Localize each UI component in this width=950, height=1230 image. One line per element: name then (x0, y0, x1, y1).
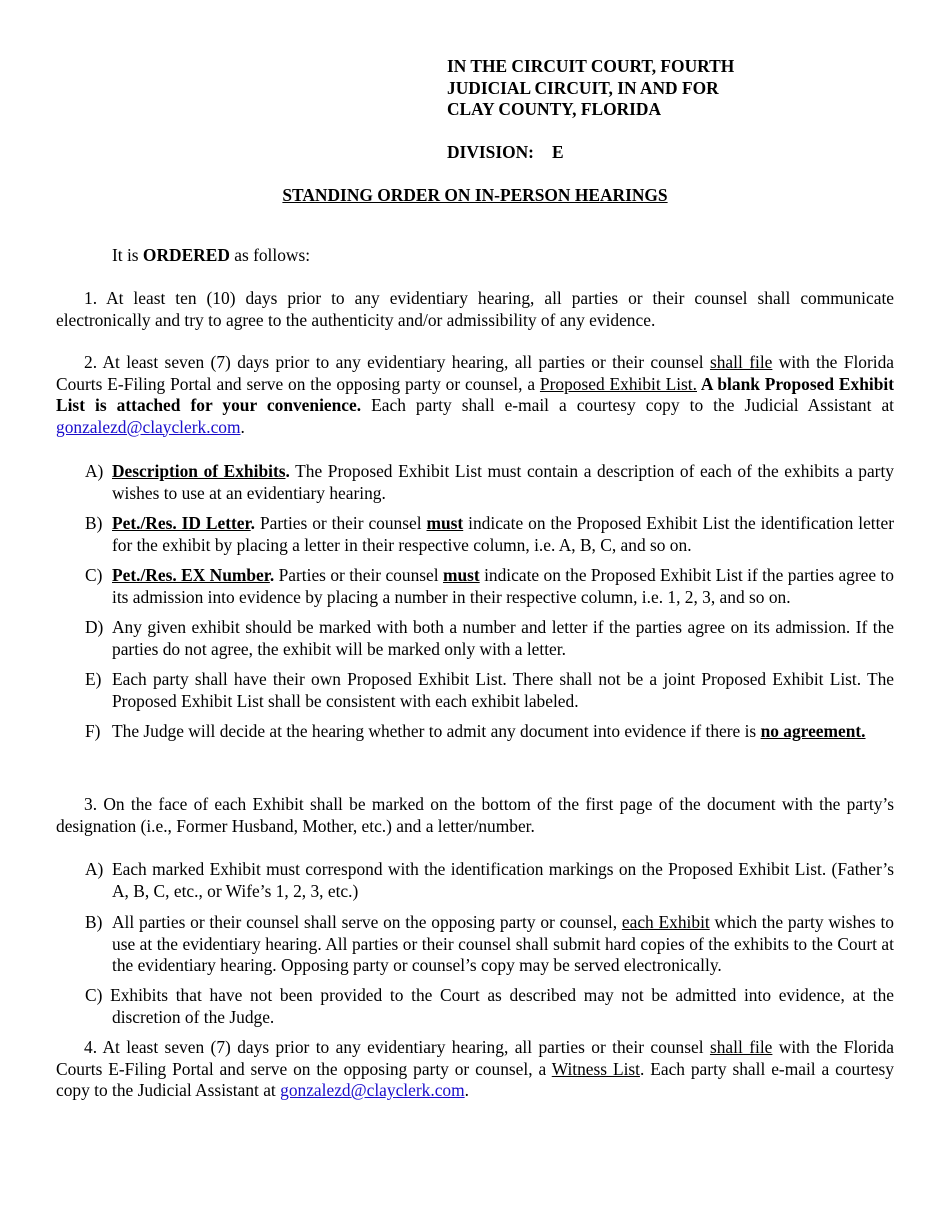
item-text: Each marked Exhibit must correspond with the identification markings on the Proposed Exhibit List. (Father’s A, B, C, etc., or Wife’s 1, 2, 3, etc.) (112, 859, 894, 901)
item-text (112, 461, 894, 504)
item-no-agreement: no agreement. (760, 721, 866, 741)
item-body: All parties or their counsel shall serve on the opposing party or counsel, (112, 912, 622, 932)
item-heading: Description of Exhibits (112, 461, 286, 481)
item-label: A) (85, 461, 104, 481)
item-heading-dot: . (250, 513, 256, 533)
p2-proposed-exhibit-list: Proposed Exhibit List. (539, 373, 697, 394)
item-each-exhibit: each Exhibit (621, 912, 710, 932)
intro-pre: It is (112, 245, 143, 265)
email-link[interactable]: gonzalezd@clayclerk.com (280, 1080, 465, 1100)
p2-text: Each party shall e-mail a courtesy copy to the Judicial Assistant at (361, 395, 894, 415)
item-body: The Judge will decide at the hearing whether to admit any document into evidence if there is (112, 721, 761, 741)
item-heading: Pet./Res. EX Number (112, 565, 270, 585)
paragraph-4 (56, 1037, 894, 1102)
p4-shall-file: shall file (709, 1037, 773, 1057)
caption-line: JUDICIAL CIRCUIT, IN AND FOR (447, 77, 719, 98)
division-value: E (551, 142, 564, 162)
item-label: D) (85, 617, 104, 637)
intro-ordered: ORDERED (142, 245, 230, 265)
item-2b (85, 513, 894, 556)
caption-line: IN THE CIRCUIT COURT, FOURTH (447, 56, 735, 76)
item-label: B) (85, 513, 103, 533)
paragraph-2 (56, 352, 894, 438)
p2-bold-note: A blank Proposed Exhibit List is attached for your convenience. (56, 373, 894, 415)
intro-post: as follows: (229, 245, 311, 265)
p2-text: 2. At least seven (7) days prior to any evidentiary hearing, all parties or their counsel (84, 352, 710, 372)
item-heading-dot: . (285, 461, 290, 481)
item-body: indicate on the Proposed Exhibit List the identification letter for the exhibit by placing a letter in their respective column, i.e. A, B, C, and so on. (112, 513, 894, 555)
item-must: must (442, 565, 480, 585)
item-3b (85, 912, 894, 977)
division-label: DIVISION: (447, 142, 534, 162)
p2-shall-file: shall file (709, 352, 773, 372)
item-text (112, 721, 894, 743)
item-body: Parties or their counsel (274, 565, 443, 585)
p4-text: with the Florida Courts E-Filing Portal and serve on the opposing party or counsel, a (56, 1037, 895, 1079)
item-heading-dot: . (269, 565, 275, 585)
document-title: STANDING ORDER ON IN-PERSON HEARINGS (282, 185, 668, 205)
item-2d (85, 617, 894, 660)
item-2e (85, 669, 894, 712)
item-text: Any given exhibit should be marked with both a number and letter if the parties agree on its admission. If the parties do not agree, the exhibit will be marked only with a letter. (112, 617, 894, 659)
item-label: F) (85, 721, 101, 741)
item-body: indicate on the Proposed Exhibit List if the parties agree to its admission into evidence by placing a number in their respective column, i.e. 1, 2, 3, and so on. (112, 565, 894, 607)
item-2f (85, 721, 894, 743)
item-label: C) (85, 565, 103, 585)
item-label: E) (85, 669, 102, 689)
p4-end: . (464, 1080, 469, 1100)
item-text: C) Exhibits that have not been provided to the Court as described may not be admitted into evidence, at the discretion of the Judge. (85, 985, 894, 1027)
p2-end: . (240, 416, 245, 437)
item-must: must (426, 513, 464, 533)
paragraph-3: 3. On the face of each Exhibit shall be marked on the bottom of the first page of the document with the party’s designation (i.e., Former Husband, Mother, etc.) and a letter/number. (56, 794, 894, 836)
p4-text: 4. At least seven (7) days prior to any evidentiary hearing, all parties or their counsel (84, 1037, 710, 1057)
item-text (112, 912, 894, 977)
email-link[interactable]: gonzalezd@clayclerk.com (56, 416, 241, 437)
item-label: A) (85, 859, 104, 879)
item-3c (85, 985, 894, 1028)
caption-line: CLAY COUNTY, FLORIDA (447, 99, 662, 119)
item-text (112, 513, 894, 556)
p2-text: with the Florida Courts E-Filing Portal and serve on the opposing party or counsel, a (56, 352, 895, 394)
item-3a (85, 859, 894, 902)
item-2a (85, 461, 894, 504)
item-heading: Pet./Res. ID Letter (112, 513, 251, 533)
paragraph-1: 1. At least ten (10) days prior to any evidentiary hearing, all parties or their counsel shall communicate electronically and try to agree to the authenticity and/or admissibility of any evidence. (56, 288, 894, 330)
item-body: which the party wishes to use at the evidentiary hearing. All parties or their counsel shall submit hard copies of the exhibits to the Court at the evidentiary hearing. Opposing party or counsel’s copy may be served electronically. (112, 912, 894, 975)
item-text: Each party shall have their own Proposed Exhibit List. There shall not be a joint Proposed Exhibit List. The Proposed Exhibit List shall be consistent with each exhibit labeled. (112, 669, 894, 711)
item-label: B) (85, 912, 103, 932)
item-text (112, 565, 894, 608)
item-body: The Proposed Exhibit List must contain a description of each of the exhibits a party wishes to use at an evidentiary hearing. (112, 461, 895, 503)
p4-text: . Each party shall e-mail a courtesy copy to the Judicial Assistant at (56, 1058, 894, 1100)
p4-witness-list: Witness List (551, 1058, 640, 1079)
division (447, 142, 564, 164)
item-2c (85, 565, 894, 608)
intro-line (112, 245, 310, 267)
court-caption (447, 56, 734, 121)
item-body: Parties or their counsel (255, 513, 427, 533)
